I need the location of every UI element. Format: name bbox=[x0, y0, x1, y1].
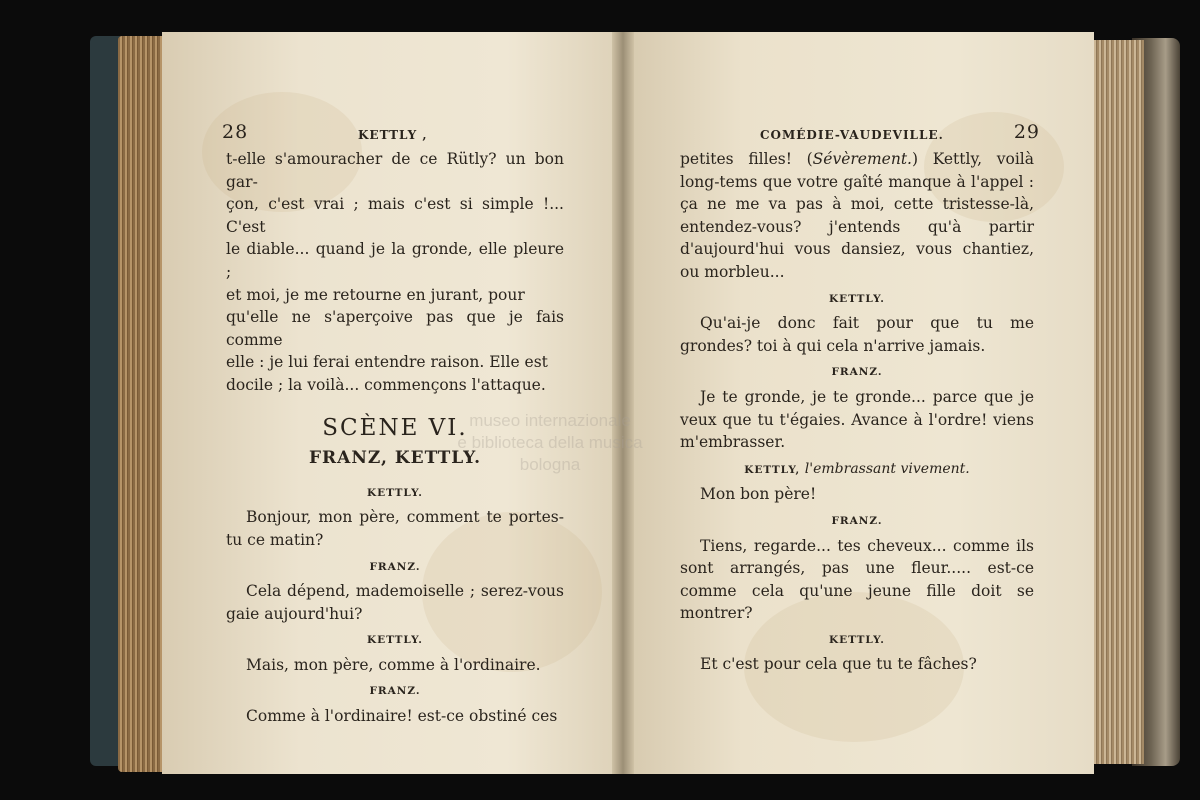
opening-paragraph bbox=[680, 148, 1034, 284]
library-watermark bbox=[420, 410, 680, 476]
watermark-line: bologna bbox=[519, 455, 581, 474]
right-page bbox=[624, 32, 1094, 774]
watermark-line: e biblioteca della musica bbox=[457, 433, 643, 452]
text-line: et moi, je me retourne en jurant, pour bbox=[226, 285, 525, 304]
speaker-label: FRANZ. bbox=[831, 366, 883, 379]
dialogue-line: Mais, mon père, comme à l'ordinaire. bbox=[246, 655, 541, 674]
opening-text-continued: ) Kettly, voilà long-tems que votre gaîté manque à l'appel : ça ne me va pas à moi, cette tristesse-là, entendez-vous? j'entends qu'à partir d'aujourd'hui vous dansiez, vous chantiez, ou morbleu... bbox=[680, 150, 1034, 281]
scene-characters: FRANZ, KETTLY. bbox=[308, 448, 482, 469]
dialogue-line: Tiens, regarde... tes cheveux... comme ils sont arrangés, pas une fleur..... est-ce comme cela qu'une jeune fille doit se montrer? bbox=[680, 536, 1034, 623]
speaker-label: KETTLY. bbox=[367, 486, 423, 499]
text-line: docile ; la voilà... commençons l'attaque. bbox=[226, 375, 546, 394]
speaker-label: FRANZ. bbox=[369, 685, 421, 698]
page-number-left: 28 bbox=[222, 121, 249, 143]
dialogue-line: Mon bon père! bbox=[700, 485, 817, 504]
dialogue-line: Je te gronde, je te gronde... parce que je veux que tu t'égaies. Avance à l'ordre! viens m'embrasser. bbox=[680, 387, 1034, 452]
dialogue-line: Cela dépend, mademoiselle ; serez-vous gaie aujourd'hui? bbox=[226, 582, 564, 623]
open-book bbox=[88, 26, 1180, 778]
speaker-label: FRANZ. bbox=[369, 560, 421, 573]
speaker-label: KETTLY. bbox=[367, 634, 423, 647]
speaker-label: KETTLY. bbox=[829, 633, 885, 646]
text-line: elle : je lui ferai entendre raison. Elle est bbox=[226, 353, 548, 372]
text-line: le diable... quand je la gronde, elle pleure ; bbox=[226, 240, 564, 281]
right-running-head bbox=[680, 121, 1040, 148]
left-running-head bbox=[222, 121, 564, 148]
speaker-label: FRANZ. bbox=[831, 514, 883, 527]
left-page bbox=[162, 32, 622, 774]
speaker-label-with-direction bbox=[680, 458, 1034, 482]
dialogue-line: Bonjour, mon père, comment te portes-tu ce matin? bbox=[226, 508, 564, 549]
page-number-right: 29 bbox=[1013, 121, 1040, 143]
running-head-title-left: KETTLY , bbox=[358, 128, 428, 142]
stage-direction: l'embrassant vivement. bbox=[804, 460, 970, 477]
text-line: qu'elle ne s'aperçoive pas que je fais comme bbox=[226, 308, 564, 349]
dialogue-line: Qu'ai-je donc fait pour que tu me grondes? toi à qui cela n'arrive jamais. bbox=[680, 314, 1034, 355]
right-page-text bbox=[680, 121, 1040, 676]
speaker-label: KETTLY. bbox=[829, 292, 885, 305]
page-edges-right bbox=[1092, 40, 1144, 764]
left-prose bbox=[226, 148, 564, 397]
speaker-label: KETTLY, bbox=[744, 463, 801, 476]
running-head-title-right: COMÉDIE-VAUDEVILLE. bbox=[760, 128, 944, 142]
book-gutter bbox=[612, 32, 634, 774]
stage-direction: Sévèrement. bbox=[812, 150, 912, 168]
dialogue-line: Et c'est pour cela que tu te fâches? bbox=[700, 655, 977, 674]
opening-text: petites filles! ( bbox=[680, 150, 813, 168]
dialogue-line: Comme à l'ordinaire! est-ce obstiné ces bbox=[246, 707, 558, 726]
book-cover-left bbox=[90, 36, 120, 766]
watermark-line: museo internazionale bbox=[469, 411, 631, 430]
text-line: t-elle s'amouracher de ce Rütly? un bon gar- bbox=[226, 150, 564, 191]
scene-title: SCÈNE VI. bbox=[322, 414, 468, 441]
text-line: çon, c'est vrai ; mais c'est si simple !... C'est bbox=[226, 195, 564, 236]
page-edges-left bbox=[118, 36, 168, 772]
